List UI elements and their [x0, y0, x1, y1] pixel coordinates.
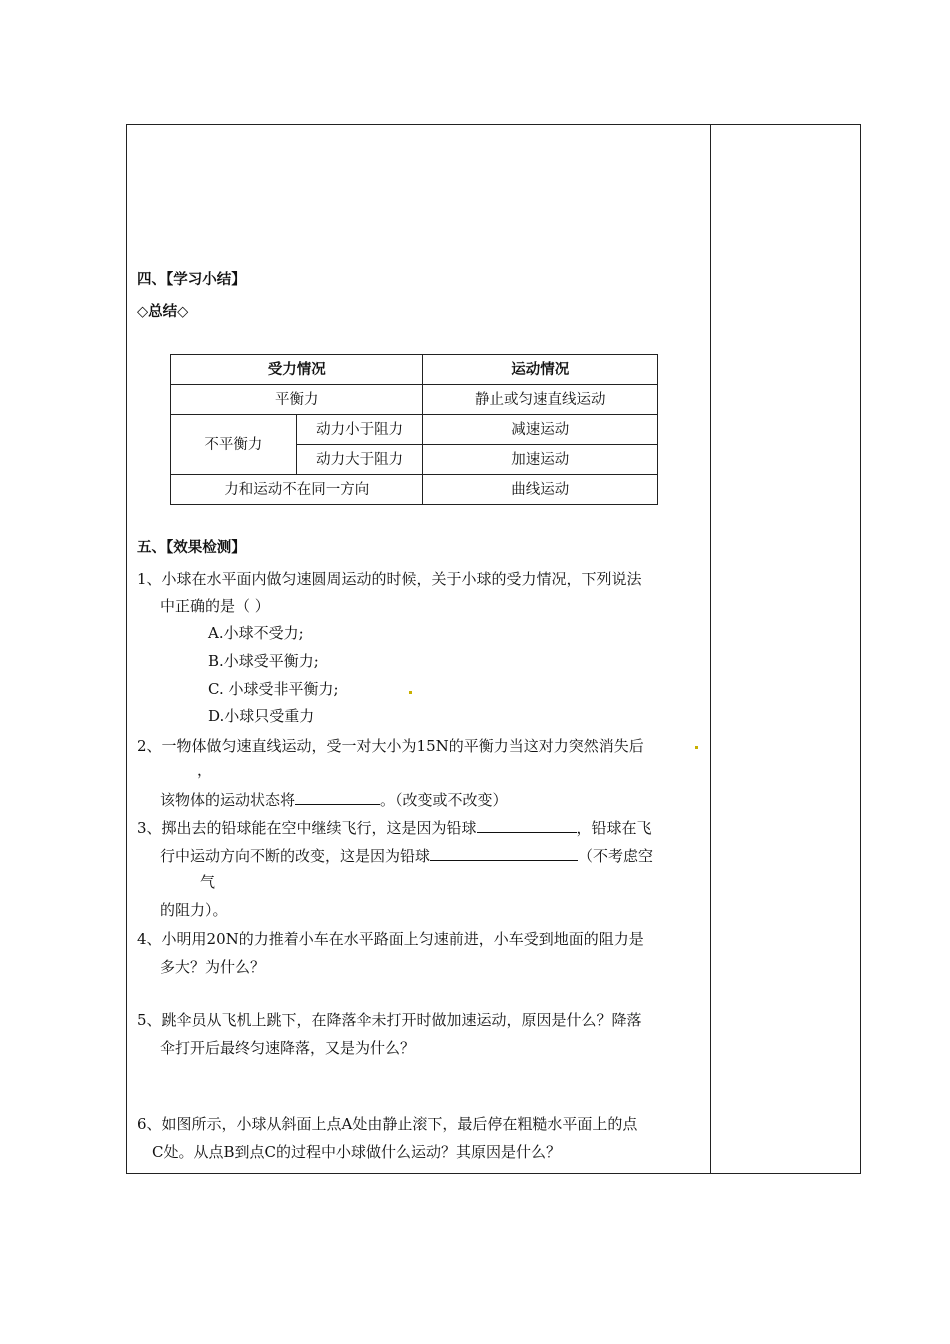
q6-line1: 6、如图所示，小球从斜面上点A处由静止滚下，最后停在粗糙水平面上的点 [137, 1115, 638, 1133]
header-force: 受力情况 [171, 355, 423, 385]
q3-line1-tail: ，铅球在飞 [576, 819, 652, 837]
column-divider [710, 125, 711, 1173]
cell-balanced-force: 平衡力 [171, 385, 423, 415]
cell-different-direction: 力和运动不在同一方向 [171, 475, 423, 505]
header-motion: 运动情况 [423, 355, 658, 385]
q2-line1: 2、一物体做匀速直线运动，受一对大小为15N的平衡力当这对力突然消失后 [137, 737, 644, 755]
summary-table [170, 354, 658, 505]
q2-line2-hint: 。（改变或不改变） [380, 791, 508, 809]
q4-line2: 多大？为什么？ [160, 958, 266, 976]
q1-option-c: C. 小球受非平衡力; [208, 680, 339, 698]
q2-line2 [160, 790, 508, 810]
q5-line2: 伞打开后最终匀速降落，又是为什么？ [160, 1039, 416, 1057]
cell-accelerate: 加速运动 [423, 445, 658, 475]
q1-line2: 中正确的是（ ） [160, 597, 270, 615]
q3-answer-blank-2[interactable] [430, 846, 578, 861]
q3-line2-tail: （不考虑空 [578, 847, 654, 865]
q3-answer-blank-1[interactable] [477, 818, 577, 833]
cell-unbalanced-force: 不平衡力 [171, 415, 297, 475]
q2-comma: ， [197, 761, 213, 779]
q3-line4: 的阻力）。 [160, 901, 228, 919]
q1-line1: 1、小球在水平面内做匀速圆周运动的时候，关于小球的受力情况，下列说法 [137, 570, 642, 588]
q3-line2 [160, 846, 653, 866]
q3-line1-text: 3、掷出去的铅球能在空中继续飞行，这是因为铅球 [137, 819, 477, 837]
q3-line1 [137, 818, 652, 838]
summary-subheading: ◇总结◇ [137, 304, 189, 320]
q5-line1: 5、跳伞员从飞机上跳下，在降落伞未打开时做加速运动，原因是什么？降落 [137, 1011, 642, 1029]
q2-line2-text: 该物体的运动状态将 [160, 791, 296, 809]
marker-dot [695, 746, 698, 749]
q3-line3: 气 [200, 873, 216, 891]
q4-line1: 4、小明用20N的力推着小车在水平路面上匀速前进，小车受到地面的阻力是 [137, 930, 644, 948]
q1-option-d: D.小球只受重力 [208, 707, 315, 725]
section5-heading: 五、【效果检测】 [137, 540, 246, 556]
cell-power-less: 动力小于阻力 [296, 415, 423, 445]
marker-dot [409, 691, 412, 694]
section4-heading: 四、【学习小结】 [137, 272, 246, 288]
q1-option-a: A.小球不受力; [208, 624, 304, 642]
q1-option-b: B.小球受平衡力; [208, 652, 319, 670]
cell-power-greater: 动力大于阻力 [296, 445, 423, 475]
cell-balanced-motion: 静止或匀速直线运动 [423, 385, 658, 415]
q3-line2-text: 行中运动方向不断的改变，这是因为铅球 [160, 847, 431, 865]
q6-line2: C处。从点B到点C的过程中小球做什么运动？其原因是什么？ [152, 1143, 561, 1161]
cell-curve-motion: 曲线运动 [423, 475, 658, 505]
cell-decelerate: 减速运动 [423, 415, 658, 445]
q2-answer-blank[interactable] [295, 790, 380, 805]
